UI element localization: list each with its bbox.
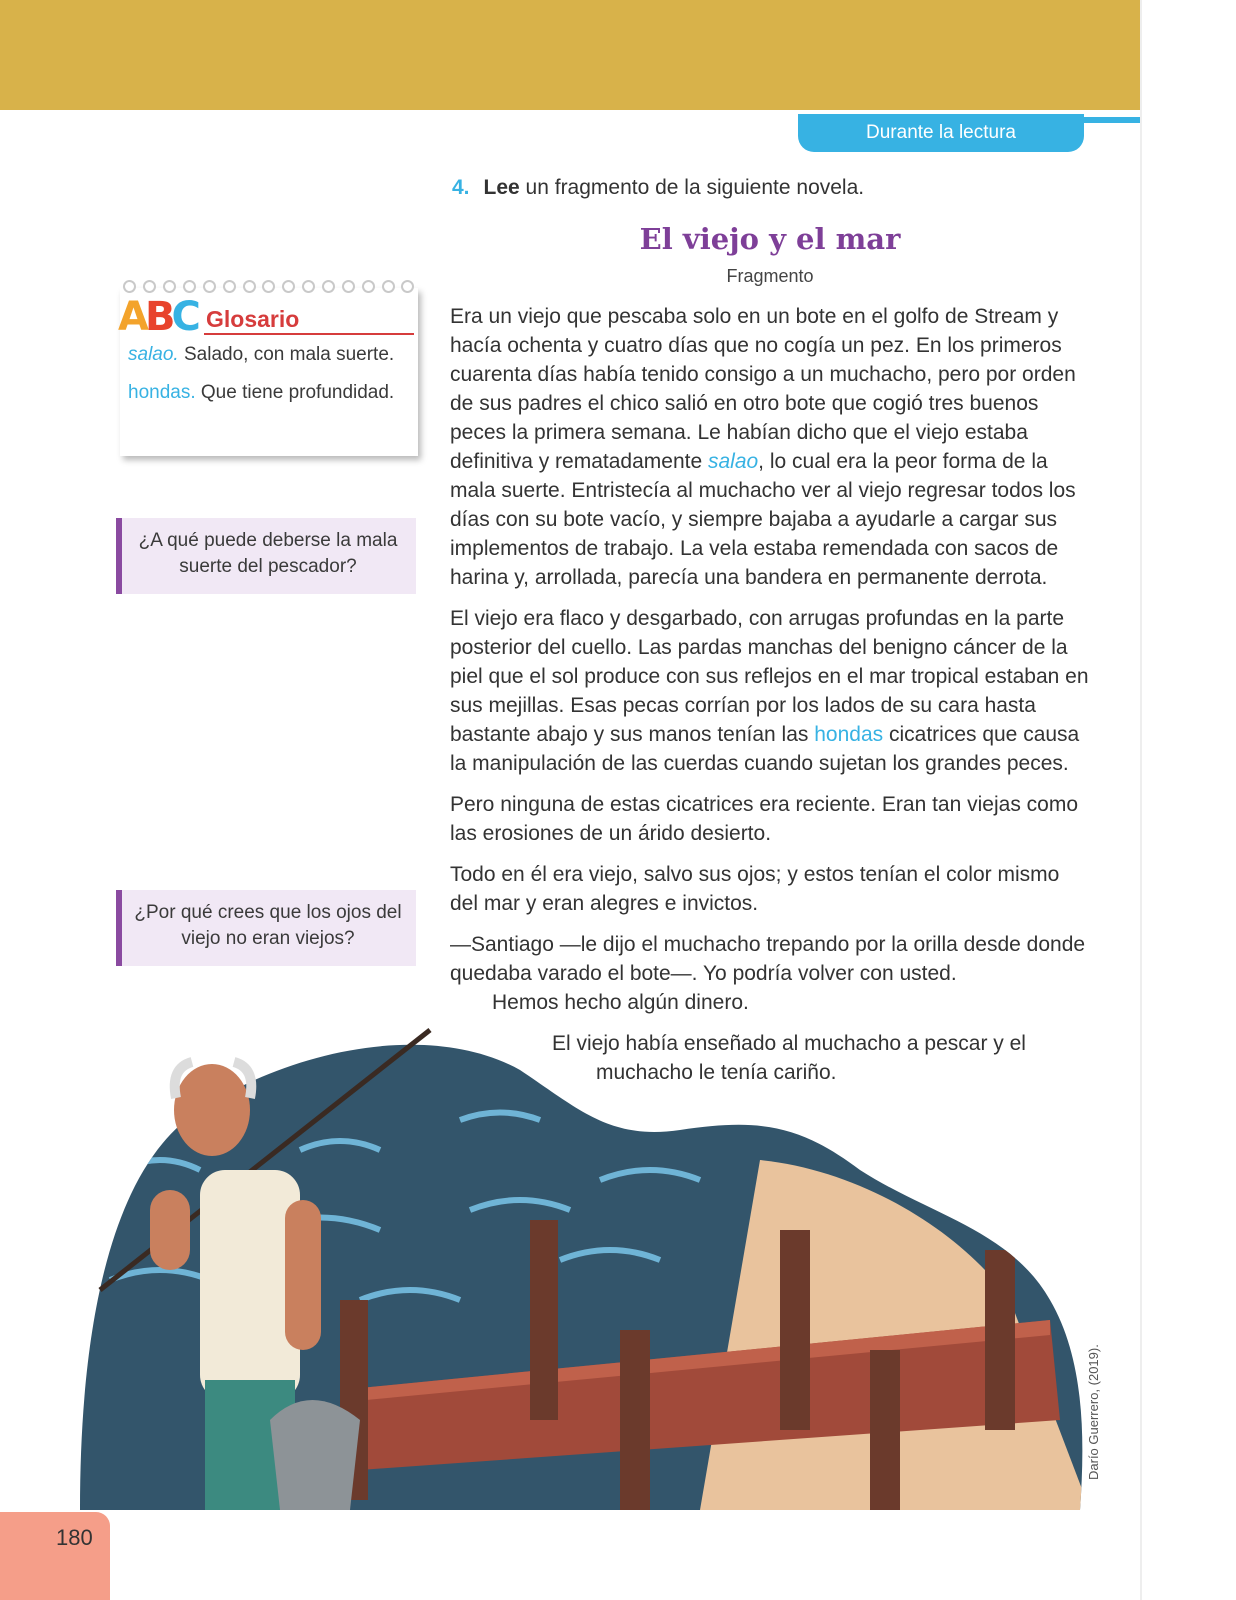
glossary-keyword-salao: salao	[707, 450, 759, 473]
text-run: —Santiago —le dijo el muchacho trepando por la orilla desde donde quedaba varado el bote—. Yo podría volver con usted.	[450, 933, 1086, 985]
text-run: El viejo era flaco y desgarbado, con arrugas profundas en la parte posterior del cuello. Las pardas manchas del benigno cáncer de la piel que el sol produce con sus reflejos en el mar tropical estaban en sus mejillas. Esas pecas corrían por los lados de su cara hasta bastante abajo y sus manos tenían las	[450, 607, 1089, 746]
text-run: , lo cual era la peor forma de la mala suerte. Entristecía al muchacho ver al viejo regresar todos los días con su bote vacío, y siempre bajaba a ayudarle a cargar sus implementos de trabajo. La vela estaba remendada con sacos de harina y, arrollada, parecía una bandera en permanente derrota.	[450, 450, 1076, 589]
glossary-rule	[204, 333, 414, 335]
glossary-title: Glosario	[206, 306, 300, 332]
story-text	[450, 302, 1090, 1099]
fisherman-illustration	[0, 1000, 1236, 1510]
text-run: cicatrices que causa la manipulación de las cuerdas cuando sujetan los grandes peces.	[450, 723, 1080, 775]
glossary-term: salao.	[128, 344, 179, 365]
glossary-entry	[128, 342, 413, 367]
glossary-definition: Salado, con mala suerte.	[178, 344, 395, 365]
activity-number: 4.	[452, 176, 470, 199]
story-subtitle: Fragmento	[726, 266, 814, 286]
page-number: 180	[56, 1525, 93, 1550]
margin-question: ¿Por qué crees que los ojos del viejo no eran viejos?	[116, 890, 416, 966]
glossary-definition: Que tiene profundidad.	[195, 382, 395, 403]
story-paragraph	[450, 302, 1090, 592]
glossary-keyword-hondas: hondas	[814, 723, 884, 746]
story-title: El viejo y el mar	[639, 222, 901, 256]
glossary-box	[120, 288, 418, 456]
text-run: El viejo había enseñado al muchacho a pescar y el	[552, 1032, 1026, 1055]
glossary-entry	[128, 380, 413, 405]
story-paragraph: Todo en él era viejo, salvo sus ojos; y estos tenían el color mismo del mar y eran alegres e invictos.	[450, 863, 1060, 915]
glossary-term: hondas.	[128, 382, 196, 403]
activity-instruction	[452, 176, 864, 200]
section-rule	[1080, 117, 1140, 123]
notebook-spiral	[120, 280, 418, 294]
text-run: Era un viejo que pescaba solo en un bote en el golfo de Stream y hacía ochenta y cuatro días que no cogía un pez. En los primeros cuarenta días había tenido consigo a un muchacho, pero por orden de sus padres el chico salió en otro bote que cogió tres buenos peces la primera semana. Le habían dicho que el viejo estaba definitiva y rematadamente	[450, 305, 1076, 473]
story-paragraph: Pero ninguna de estas cicatrices era reciente. Eran tan viejas como las erosiones de un árido desierto.	[450, 793, 1079, 845]
margin-question: ¿A qué puede deberse la mala suerte del pescador?	[116, 518, 416, 594]
text-run: muchacho le tenía cariño.	[596, 1061, 837, 1084]
section-tab: Durante la lectura	[798, 114, 1084, 152]
header-band	[0, 0, 1140, 110]
abc-logo: ABC	[118, 294, 197, 340]
activity-text: un fragmento de la siguiente novela.	[519, 176, 865, 199]
illustration-credit: Darío Guerrero, (2019).	[1086, 1344, 1101, 1480]
activity-verb: Lee	[483, 176, 520, 199]
page-number-tab	[0, 1512, 110, 1600]
story-paragraph	[450, 604, 1090, 778]
text-run: Hemos hecho algún dinero.	[492, 991, 749, 1014]
